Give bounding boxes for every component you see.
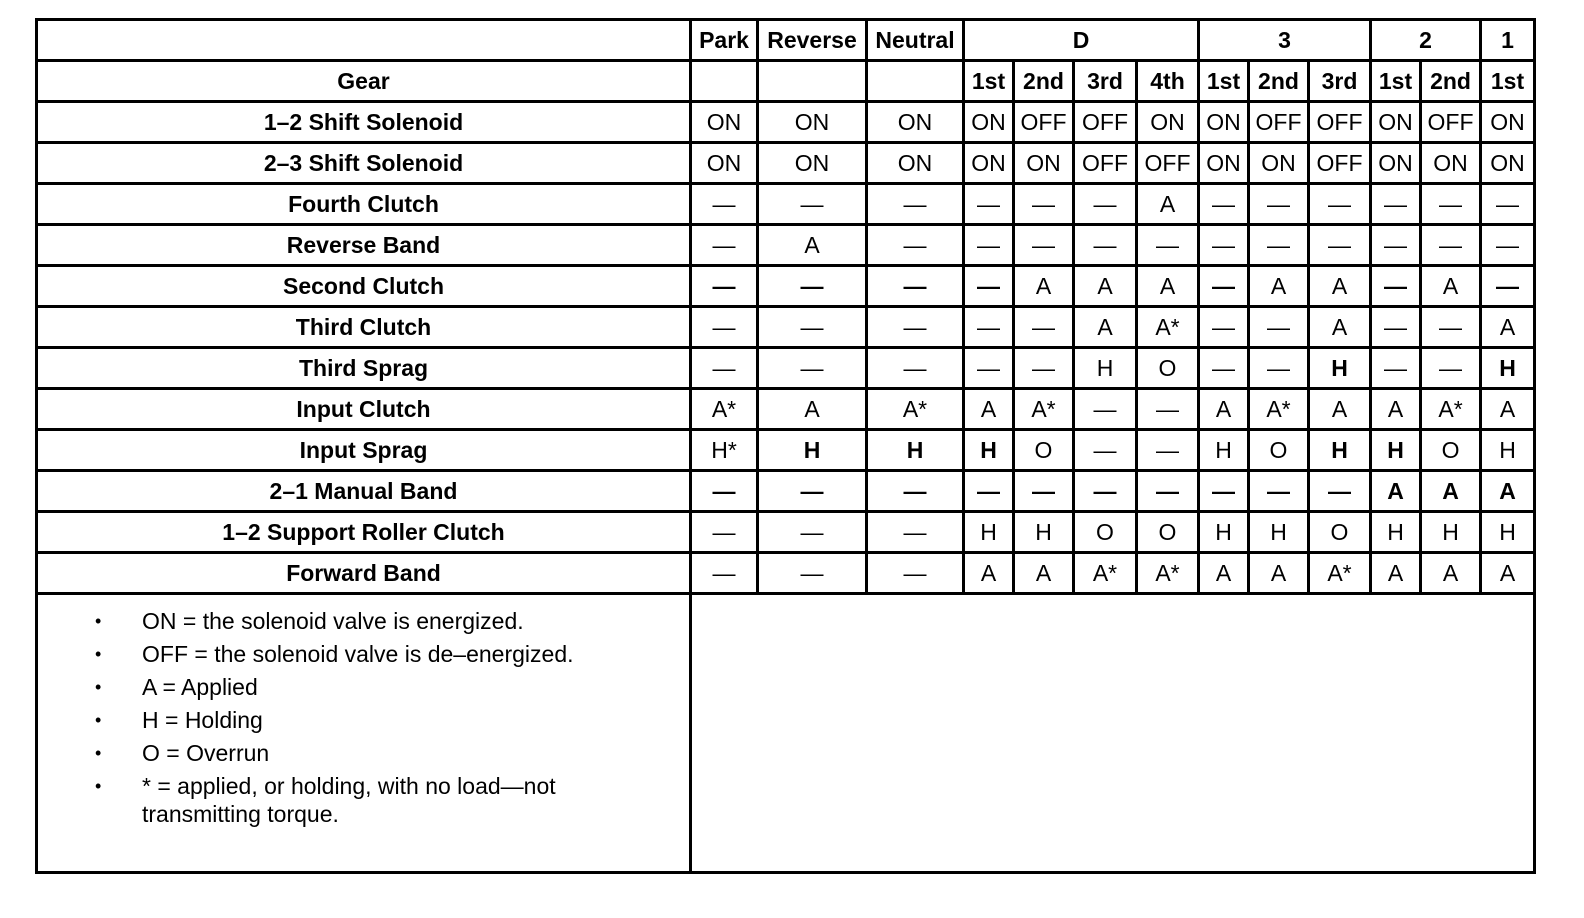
table-row xyxy=(37,143,1535,184)
table-cell: — xyxy=(867,184,964,225)
table-cell: H xyxy=(1014,512,1074,553)
table-cell: H xyxy=(1421,512,1481,553)
table-cell: — xyxy=(1074,471,1137,512)
table-cell: — xyxy=(1481,184,1535,225)
table-cell: — xyxy=(1074,389,1137,430)
table-cell: H xyxy=(1199,430,1249,471)
table-cell: A xyxy=(1371,553,1421,594)
table-cell: — xyxy=(964,225,1014,266)
table-cell: H* xyxy=(691,430,758,471)
table-cell: ON xyxy=(691,102,758,143)
table-cell: A xyxy=(1074,266,1137,307)
table-cell: — xyxy=(964,471,1014,512)
note-item xyxy=(38,739,689,767)
table-cell: — xyxy=(1309,184,1371,225)
table-cell: — xyxy=(1421,348,1481,389)
table-cell: — xyxy=(1481,225,1535,266)
table-cell: ON xyxy=(867,143,964,184)
header-2: 2 xyxy=(1371,20,1481,61)
table-cell: A* xyxy=(1309,553,1371,594)
table-cell: OFF xyxy=(1074,143,1137,184)
table-cell: H xyxy=(1371,430,1421,471)
table-cell: ON xyxy=(1421,143,1481,184)
gear-subcolumn: 1st xyxy=(1199,61,1249,102)
table-cell: A xyxy=(1421,471,1481,512)
table-cell: ON xyxy=(1249,143,1309,184)
table-cell: A xyxy=(1371,471,1421,512)
gear-row-label: Gear xyxy=(37,61,691,102)
note-text: OFF = the solenoid valve is de–energized. xyxy=(142,641,574,667)
blank-cell xyxy=(691,594,1535,873)
table-cell: — xyxy=(758,307,867,348)
table-cell: — xyxy=(867,471,964,512)
table-cell: ON xyxy=(758,143,867,184)
table-cell: — xyxy=(1199,225,1249,266)
table-row xyxy=(37,389,1535,430)
table-cell: — xyxy=(1371,225,1421,266)
table-cell: OFF xyxy=(1309,143,1371,184)
table-cell: A xyxy=(1014,553,1074,594)
table-row xyxy=(37,471,1535,512)
row-label: Reverse Band xyxy=(37,225,691,266)
table-cell: A* xyxy=(1074,553,1137,594)
table-cell: A* xyxy=(1137,307,1199,348)
table-cell: — xyxy=(758,553,867,594)
table-cell: O xyxy=(1014,430,1074,471)
table-cell: — xyxy=(758,348,867,389)
header-corner xyxy=(37,20,691,61)
table-cell: ON xyxy=(1371,102,1421,143)
table-cell: A xyxy=(1309,389,1371,430)
gear-row xyxy=(37,61,1535,102)
header-1: 1 xyxy=(1481,20,1535,61)
table-cell: — xyxy=(964,266,1014,307)
table-cell: H xyxy=(1481,348,1535,389)
table-cell: ON xyxy=(758,102,867,143)
table-cell: A* xyxy=(1249,389,1309,430)
table-row xyxy=(37,184,1535,225)
table-cell: H xyxy=(964,512,1014,553)
header-reverse: Reverse xyxy=(758,20,867,61)
table-cell: ON xyxy=(691,143,758,184)
table-row xyxy=(37,266,1535,307)
table-cell: A xyxy=(1481,471,1535,512)
table-cell: — xyxy=(691,512,758,553)
gear-subcolumn: 2nd xyxy=(1421,61,1481,102)
table-cell: A xyxy=(1421,266,1481,307)
table-cell: — xyxy=(691,471,758,512)
gear-subcolumn: 2nd xyxy=(1249,61,1309,102)
table-cell: — xyxy=(1137,389,1199,430)
table-cell: A* xyxy=(1014,389,1074,430)
row-label: Fourth Clutch xyxy=(37,184,691,225)
table-cell: — xyxy=(1371,266,1421,307)
gear-subcolumn xyxy=(867,61,964,102)
note-text: A = Applied xyxy=(142,674,258,700)
gear-subcolumn xyxy=(691,61,758,102)
table-cell: H xyxy=(964,430,1014,471)
row-label: Input Clutch xyxy=(37,389,691,430)
table-cell: O xyxy=(1074,512,1137,553)
table-row xyxy=(37,348,1535,389)
table-cell: A xyxy=(964,553,1014,594)
table-cell: A xyxy=(1199,553,1249,594)
table-cell: — xyxy=(1199,184,1249,225)
table-cell: OFF xyxy=(1421,102,1481,143)
table-cell: A* xyxy=(867,389,964,430)
gear-subcolumn: 1st xyxy=(1371,61,1421,102)
table-cell: ON xyxy=(1199,102,1249,143)
note-item xyxy=(38,607,689,635)
table-cell: O xyxy=(1137,348,1199,389)
table-cell: — xyxy=(758,184,867,225)
table-cell: H xyxy=(1371,512,1421,553)
note-text: * = applied, or holding, with no load—not transmitting torque. xyxy=(142,773,556,827)
table-cell: A xyxy=(1309,307,1371,348)
table-cell: O xyxy=(1309,512,1371,553)
gear-subcolumn xyxy=(758,61,867,102)
table-cell: A xyxy=(1421,553,1481,594)
bullet-icon: • xyxy=(95,611,102,631)
table-cell: — xyxy=(691,553,758,594)
notes-cell xyxy=(37,594,691,873)
table-cell: A xyxy=(758,225,867,266)
table-cell: A xyxy=(1371,389,1421,430)
table-cell: ON xyxy=(867,102,964,143)
table-cell: A* xyxy=(1421,389,1481,430)
table-cell: O xyxy=(1249,430,1309,471)
gear-subcolumn: 3rd xyxy=(1074,61,1137,102)
table-cell: — xyxy=(691,307,758,348)
table-cell: A xyxy=(1199,389,1249,430)
table-cell: — xyxy=(691,348,758,389)
table-row xyxy=(37,430,1535,471)
table-cell: ON xyxy=(964,143,1014,184)
note-item xyxy=(38,706,689,734)
table-row xyxy=(37,225,1535,266)
bullet-icon: • xyxy=(95,644,102,664)
gear-subcolumn: 3rd xyxy=(1309,61,1371,102)
row-label: 2–1 Manual Band xyxy=(37,471,691,512)
table-cell: H xyxy=(1309,348,1371,389)
note-text: O = Overrun xyxy=(142,740,270,766)
table-cell: — xyxy=(867,348,964,389)
table-cell: — xyxy=(1371,184,1421,225)
header-neutral: Neutral xyxy=(867,20,964,61)
table-cell: — xyxy=(867,266,964,307)
table-cell: H xyxy=(1199,512,1249,553)
table-cell: A xyxy=(1481,553,1535,594)
bullet-icon: • xyxy=(95,677,102,697)
table-cell: — xyxy=(867,512,964,553)
table-cell: — xyxy=(964,307,1014,348)
table-cell: — xyxy=(1421,307,1481,348)
table-cell: — xyxy=(1014,225,1074,266)
table-cell: ON xyxy=(1371,143,1421,184)
table-cell: A xyxy=(1137,184,1199,225)
table-cell: — xyxy=(1421,225,1481,266)
row-label: Third Sprag xyxy=(37,348,691,389)
table-cell: ON xyxy=(1137,102,1199,143)
table-cell: A xyxy=(1074,307,1137,348)
table-cell: — xyxy=(1421,184,1481,225)
table-cell: O xyxy=(1421,430,1481,471)
table-cell: — xyxy=(1249,307,1309,348)
table-row xyxy=(37,512,1535,553)
row-label: 1–2 Shift Solenoid xyxy=(37,102,691,143)
table-cell: A xyxy=(1481,307,1535,348)
table-cell: — xyxy=(1249,225,1309,266)
apply-chart-table xyxy=(35,18,1536,874)
table-cell: — xyxy=(1249,184,1309,225)
table-cell: A xyxy=(1481,389,1535,430)
table-row xyxy=(37,102,1535,143)
table-cell: ON xyxy=(1481,102,1535,143)
table-cell: H xyxy=(1249,512,1309,553)
table-cell: OFF xyxy=(1309,102,1371,143)
note-text: ON = the solenoid valve is energized. xyxy=(142,608,524,634)
table-cell: A xyxy=(1249,553,1309,594)
table-cell: — xyxy=(964,348,1014,389)
gear-subcolumn: 4th xyxy=(1137,61,1199,102)
table-cell: O xyxy=(1137,512,1199,553)
row-label: Input Sprag xyxy=(37,430,691,471)
table-cell: ON xyxy=(1481,143,1535,184)
header-3: 3 xyxy=(1199,20,1371,61)
table-cell: — xyxy=(691,184,758,225)
table-cell: — xyxy=(1074,225,1137,266)
table-cell: OFF xyxy=(1249,102,1309,143)
table-cell: ON xyxy=(1014,143,1074,184)
note-item xyxy=(38,673,689,701)
table-cell: A xyxy=(964,389,1014,430)
table-cell: A xyxy=(758,389,867,430)
table-cell: A* xyxy=(691,389,758,430)
table-cell: — xyxy=(1199,266,1249,307)
table-cell: OFF xyxy=(1074,102,1137,143)
row-label: Second Clutch xyxy=(37,266,691,307)
table-cell: — xyxy=(1309,225,1371,266)
table-cell: H xyxy=(1309,430,1371,471)
table-cell: H xyxy=(1481,430,1535,471)
table-cell: — xyxy=(1249,471,1309,512)
notes-row xyxy=(37,594,1535,873)
table-cell: — xyxy=(1074,184,1137,225)
table-cell: OFF xyxy=(1137,143,1199,184)
table-cell: — xyxy=(1309,471,1371,512)
table-cell: — xyxy=(1199,471,1249,512)
table-cell: — xyxy=(1074,430,1137,471)
table-cell: — xyxy=(1014,184,1074,225)
header-d: D xyxy=(964,20,1199,61)
gear-subcolumn: 2nd xyxy=(1014,61,1074,102)
table-cell: A xyxy=(1249,266,1309,307)
table-cell: H xyxy=(1074,348,1137,389)
table-cell: — xyxy=(691,266,758,307)
table-cell: — xyxy=(1014,348,1074,389)
table-cell: — xyxy=(1249,348,1309,389)
table-cell: OFF xyxy=(1014,102,1074,143)
table-cell: — xyxy=(758,512,867,553)
table-cell: — xyxy=(1371,307,1421,348)
row-label: 2–3 Shift Solenoid xyxy=(37,143,691,184)
bullet-icon: • xyxy=(95,710,102,730)
table-cell: — xyxy=(1137,225,1199,266)
table-cell: ON xyxy=(964,102,1014,143)
table-cell: — xyxy=(758,471,867,512)
header-park: Park xyxy=(691,20,758,61)
table-cell: — xyxy=(1014,471,1074,512)
table-cell: — xyxy=(1199,348,1249,389)
header-group-row xyxy=(37,20,1535,61)
table-cell: H xyxy=(867,430,964,471)
table-cell: — xyxy=(867,225,964,266)
gear-subcolumn: 1st xyxy=(964,61,1014,102)
table-cell: H xyxy=(758,430,867,471)
table-cell: — xyxy=(964,184,1014,225)
table-row xyxy=(37,307,1535,348)
table-cell: — xyxy=(867,307,964,348)
table-cell: — xyxy=(691,225,758,266)
table-cell: — xyxy=(1137,471,1199,512)
notes-list xyxy=(38,607,689,828)
table-cell: A xyxy=(1137,266,1199,307)
row-label: 1–2 Support Roller Clutch xyxy=(37,512,691,553)
table-cell: A* xyxy=(1137,553,1199,594)
gear-subcolumn: 1st xyxy=(1481,61,1535,102)
table-cell: ON xyxy=(1199,143,1249,184)
bullet-icon: • xyxy=(95,776,102,796)
table-row xyxy=(37,553,1535,594)
bullet-icon: • xyxy=(95,743,102,763)
note-text: H = Holding xyxy=(142,707,263,733)
table-cell: H xyxy=(1481,512,1535,553)
table-cell: — xyxy=(758,266,867,307)
table-cell: A xyxy=(1014,266,1074,307)
row-label: Third Clutch xyxy=(37,307,691,348)
table-cell: — xyxy=(1371,348,1421,389)
table-cell: — xyxy=(867,553,964,594)
note-item xyxy=(38,640,689,668)
table-cell: — xyxy=(1199,307,1249,348)
row-label: Forward Band xyxy=(37,553,691,594)
table-cell: A xyxy=(1309,266,1371,307)
table-cell: — xyxy=(1137,430,1199,471)
table-cell: — xyxy=(1481,266,1535,307)
table-cell: — xyxy=(1014,307,1074,348)
note-item xyxy=(38,772,689,828)
